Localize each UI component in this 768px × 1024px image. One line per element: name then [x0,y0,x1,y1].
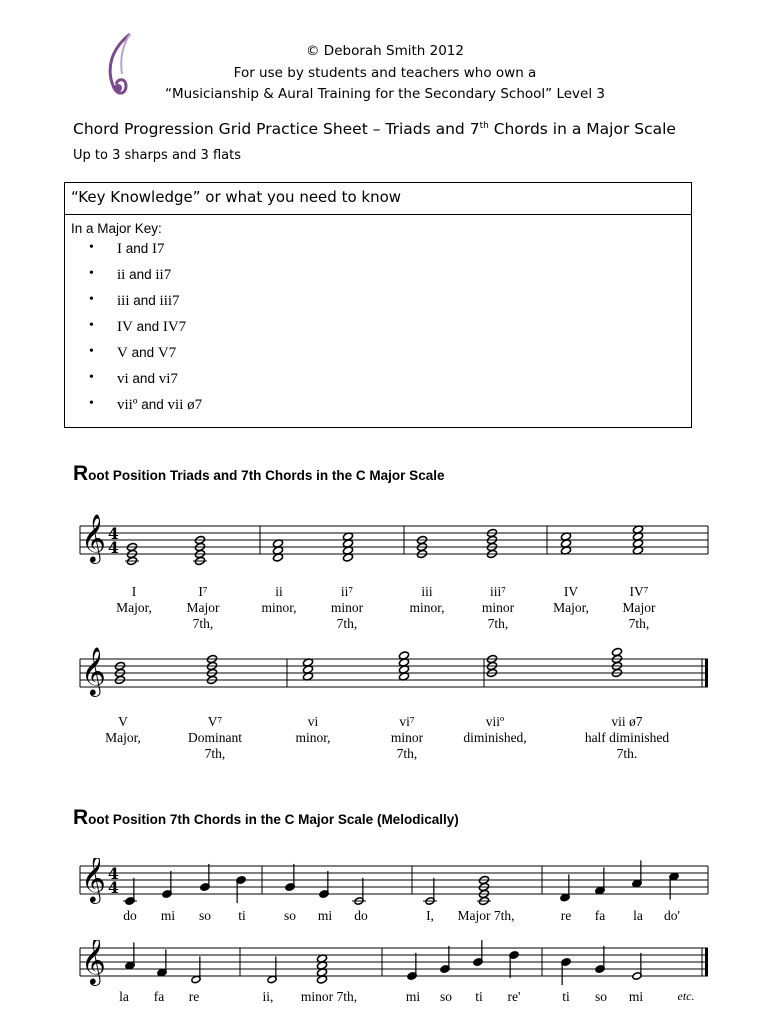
key-intro: In a Major Key: [71,221,162,236]
list-item: • viiº and vii ø7 [89,397,202,423]
chord-label: vi⁷ minor 7th, [390,714,424,761]
time-signature: 4 [108,525,119,543]
syllable: so [283,908,296,923]
chord-label: iii⁷ minor 7th, [481,584,515,631]
syllable: mi [160,908,176,923]
syllable: mi [317,908,333,923]
syllable: so [198,908,211,923]
list-item: • vi and vi7 [89,371,202,397]
header-line: For use by students and teachers who own a [233,65,537,81]
chord-label: I Major, [116,584,152,615]
final-barline [705,948,708,976]
syllable: so [439,989,452,1004]
chord-label: vii ø7 half diminished 7th. [584,714,670,761]
copyright: © Deborah Smith 2012 [306,43,464,59]
chord-label: vi minor, [295,714,331,745]
syllable: do [354,908,368,923]
section-heading: Root Position Triads and 7th Chords in the C Major Scale [73,462,445,485]
chord-note [611,647,622,656]
syllable: ti [475,989,483,1004]
syllable: ti [238,908,246,923]
time-signature: 4 [108,879,119,897]
syllable: do' [664,908,680,923]
syllable: Major 7th, [457,908,515,923]
chord-label: ii minor, [261,584,297,615]
syllable: ii, [262,989,274,1004]
chord-labels-row1 [0,584,768,644]
chord-label: IV⁷ Major 7th, [622,584,656,631]
page-title: Chord Progression Grid Practice Sheet – Triads and 7th Chords in a Major Scale [73,120,676,138]
syllables-row1 [0,908,768,928]
page-subtitle: Up to 3 sharps and 3 flats [73,148,241,163]
key-list [89,241,202,423]
syllables-row2 [0,989,768,1009]
list-item: • V and V7 [89,345,202,371]
treble-clef-icon: 𝄞 [81,646,106,695]
header-line: “Musicianship & Aural Training for the Secondary School” Level 3 [165,86,605,102]
syllable: mi [405,989,421,1004]
syllable: re [188,989,200,1004]
syllable: so [594,989,607,1004]
staff-triads-row2 [72,645,710,705]
syllable: ti [562,989,570,1004]
list-item: • iii and iii7 [89,293,202,319]
chord-label: IV Major, [553,584,589,615]
chord-label: iii minor, [409,584,445,615]
time-signature: 4 [108,865,119,883]
syllable: mi [628,989,644,1004]
syllable: do [123,908,137,923]
time-signature: 4 [108,539,119,557]
list-item: • I and I7 [89,241,202,267]
final-barline [705,659,708,687]
syllable: re' [507,989,521,1004]
chord-label: ii⁷ minor 7th, [330,584,364,631]
syllable: la [119,989,129,1004]
chord-label: viiº diminished, [463,714,527,745]
syllable: la [633,908,643,923]
key-knowledge-box [64,182,692,428]
chord-label: I⁷ Major 7th, [186,584,220,631]
staff-melodic-row2 [72,940,710,990]
syllable: re [560,908,572,923]
syllable: fa [153,989,165,1004]
staff-triads-row1 [72,510,710,570]
list-item: • IV and IV7 [89,319,202,345]
chord-labels-row2 [0,714,768,774]
treble-clef-icon: 𝄞 [81,858,106,902]
section-heading: Root Position 7th Chords in the C Major Scale (Melodically) [73,806,459,829]
syllable: minor 7th, [300,989,358,1004]
list-item: • ii and ii7 [89,267,202,293]
treble-clef-icon: 𝄞 [81,940,106,984]
key-knowledge-heading: “Key Knowledge” or what you need to know [65,183,691,215]
staff-melodic-row1 [72,858,710,908]
treble-clef-icon: 𝄞 [81,513,106,562]
syllable: etc. [677,989,695,1003]
chord-label: V Major, [105,714,141,745]
chord-label: V⁷ Dominant 7th, [188,714,242,761]
syllable: I, [426,908,434,923]
syllable: fa [594,908,606,923]
